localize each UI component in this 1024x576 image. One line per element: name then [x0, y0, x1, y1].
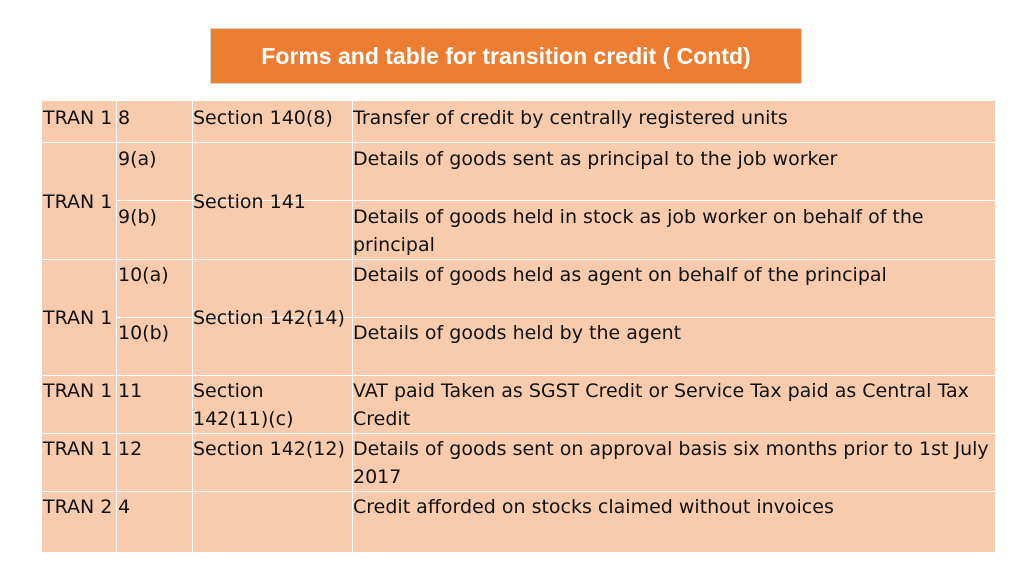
form-cell: TRAN 2	[43, 496, 113, 518]
form-cell: TRAN 1	[43, 438, 113, 460]
column-divider	[116, 101, 117, 552]
description-cell: Details of goods sent as principal to the job worker	[353, 148, 838, 170]
description-cell: Details of goods held as agent on behalf of the principal	[353, 264, 887, 286]
row-divider	[42, 491, 995, 492]
description-cell: VAT paid Taken as SGST Credit or Service Tax paid as Central Tax Credit	[353, 380, 969, 430]
description-cell: Details of goods held by the agent	[353, 322, 682, 344]
table-number-cell: 10(b)	[118, 322, 170, 344]
section-cell: Section 142(11)(c)	[193, 380, 294, 430]
section-cell: Section 141	[193, 191, 306, 213]
section-cell: Section 140(8)	[193, 107, 333, 129]
form-cell: TRAN 1	[43, 191, 113, 213]
table-number-cell: 9(b)	[118, 206, 157, 228]
row-divider	[42, 142, 995, 143]
transition-credit-table	[42, 101, 995, 552]
table-number-cell: 10(a)	[118, 264, 169, 286]
form-cell: TRAN 1	[43, 307, 113, 329]
table-number-cell: 8	[118, 107, 131, 129]
row-divider	[42, 259, 995, 260]
slide-title: Forms and table for transition credit ( Contd)	[210, 28, 802, 84]
description-cell: Details of goods held in stock as job worker on behalf of the principal	[353, 206, 924, 256]
form-cell: TRAN 1	[43, 380, 113, 402]
description-cell: Transfer of credit by centrally registered units	[353, 107, 788, 129]
row-divider	[42, 375, 995, 376]
table-number-cell: 9(a)	[118, 148, 157, 170]
description-cell: Details of goods sent on approval basis six months prior to 1st July 2017	[353, 438, 989, 488]
section-cell: Section 142(14)	[193, 307, 345, 329]
description-cell: Credit afforded on stocks claimed without invoices	[353, 496, 834, 518]
table-number-cell: 4	[118, 496, 131, 518]
row-divider	[42, 433, 995, 434]
table-number-cell: 11	[118, 380, 143, 402]
table-number-cell: 12	[118, 438, 143, 460]
form-cell: TRAN 1	[43, 107, 113, 129]
section-cell: Section 142(12)	[193, 438, 345, 460]
